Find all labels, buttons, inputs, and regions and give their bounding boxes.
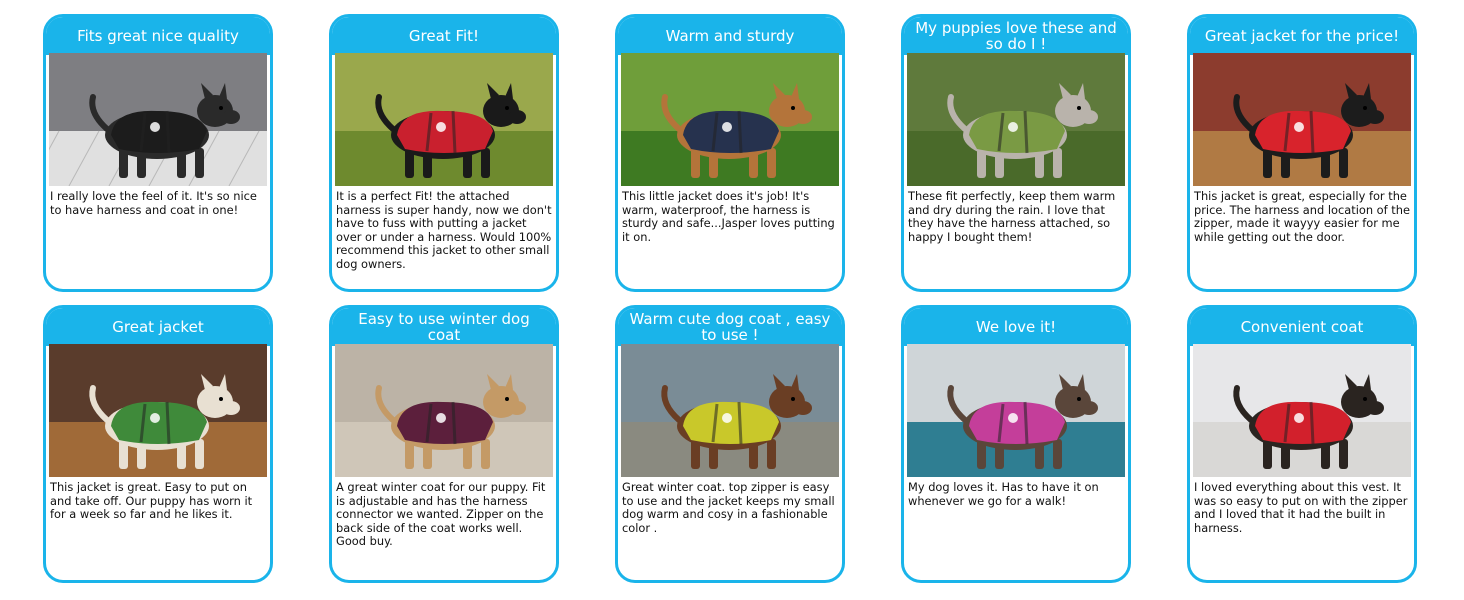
dog-photo — [49, 344, 267, 477]
review-card — [615, 14, 845, 292]
dog-snout — [794, 401, 812, 415]
dog-illustration — [335, 344, 553, 477]
dog-eye — [1363, 397, 1367, 401]
review-title: Fits great nice quality — [46, 17, 270, 55]
dog-eye — [1363, 106, 1367, 110]
dog-coat — [969, 402, 1065, 444]
dog-snout — [222, 110, 240, 124]
dog-leg — [1339, 148, 1348, 178]
dog-illustration — [1193, 344, 1411, 477]
dog-snout — [794, 110, 812, 124]
dog-coat — [683, 111, 779, 153]
coat-logo — [150, 122, 160, 132]
coat-logo — [436, 122, 446, 132]
dog-photo — [621, 344, 839, 477]
review-text: This jacket is great. Easy to put on and take off. Our puppy has worn it for a week so far and he likes it. — [50, 480, 253, 521]
dog-leg — [767, 439, 776, 469]
dog-photo — [1193, 53, 1411, 186]
dog-coat — [1255, 111, 1351, 153]
dog-coat — [683, 402, 779, 444]
review-title: Great jacket for the price! — [1190, 17, 1414, 55]
dog-illustration — [907, 53, 1125, 186]
review-card — [329, 14, 559, 292]
dog-eye — [219, 106, 223, 110]
dog-leg — [481, 148, 490, 178]
review-card — [329, 305, 559, 583]
review-card — [615, 305, 845, 583]
dog-snout — [1366, 401, 1384, 415]
dog-leg — [767, 148, 776, 178]
review-title: Easy to use winter dog coat — [332, 308, 556, 346]
coat-logo — [1008, 122, 1018, 132]
dog-illustration — [621, 344, 839, 477]
dog-eye — [219, 397, 223, 401]
coat-logo — [1008, 413, 1018, 423]
coat-logo — [1294, 413, 1304, 423]
dog-leg — [1053, 148, 1062, 178]
review-title: We love it! — [904, 308, 1128, 346]
dog-illustration — [907, 344, 1125, 477]
review-text: It is a perfect Fit! the attached harness is super handy, now we don't have to fuss with putting a jacket over or under a harness. Would 100% recommend this jacket to other small dog owners. — [336, 189, 552, 271]
coat-logo — [150, 413, 160, 423]
review-title: Warm and sturdy — [618, 17, 842, 55]
review-text: I really love the feel of it. It's so nice to have harness and coat in one! — [50, 189, 257, 217]
dog-eye — [1077, 397, 1081, 401]
dog-coat — [397, 111, 493, 153]
dog-snout — [1080, 401, 1098, 415]
dog-photo — [907, 344, 1125, 477]
dog-coat — [397, 402, 493, 444]
review-card — [1187, 14, 1417, 292]
review-text: This jacket is great, especially for the price. The harness and location of the zipper, made it wayyy easier for me while getting out the door. — [1194, 189, 1410, 244]
review-title: Convenient coat — [1190, 308, 1414, 346]
dog-illustration — [621, 53, 839, 186]
review-text: Great winter coat. top zipper is easy to use and the jacket keeps my small dog warm and cosy in a fashionable color . — [622, 480, 835, 535]
dog-photo — [621, 53, 839, 186]
dog-photo — [49, 53, 267, 186]
dog-photo — [335, 344, 553, 477]
dog-eye — [791, 397, 795, 401]
dog-photo — [1193, 344, 1411, 477]
review-card — [1187, 305, 1417, 583]
coat-logo — [722, 413, 732, 423]
coat-logo — [1294, 122, 1304, 132]
dog-eye — [1077, 106, 1081, 110]
review-title: Warm cute dog coat , easy to use ! — [618, 308, 842, 346]
dog-snout — [1080, 110, 1098, 124]
review-card — [901, 14, 1131, 292]
review-text: These fit perfectly, keep them warm and dry during the rain. I love that they have the harness attached, so happy I bought them! — [908, 189, 1116, 244]
review-card — [43, 305, 273, 583]
dog-illustration — [49, 53, 267, 186]
dog-coat — [111, 111, 207, 153]
review-card — [901, 305, 1131, 583]
dog-leg — [1053, 439, 1062, 469]
review-title: Great Fit! — [332, 17, 556, 55]
review-title: Great jacket — [46, 308, 270, 346]
review-card — [43, 14, 273, 292]
dog-coat — [1255, 402, 1351, 444]
dog-eye — [505, 397, 509, 401]
review-text: A great winter coat for our puppy. Fit is adjustable and has the harness connector we wanted. Zipper on the back side of the coat works well. Good buy. — [336, 480, 546, 548]
dog-snout — [1366, 110, 1384, 124]
dog-leg — [481, 439, 490, 469]
dog-leg — [195, 148, 204, 178]
coat-logo — [436, 413, 446, 423]
dog-eye — [505, 106, 509, 110]
dog-eye — [791, 106, 795, 110]
review-text: This little jacket does it's job! It's warm, waterproof, the harness is sturdy and safe...Jasper loves putting it on. — [622, 189, 835, 244]
dog-illustration — [1193, 53, 1411, 186]
coat-logo — [722, 122, 732, 132]
review-text: My dog loves it. Has to have it on whenever we go for a walk! — [908, 480, 1099, 508]
dog-photo — [907, 53, 1125, 186]
review-title: My puppies love these and so do I ! — [904, 17, 1128, 55]
review-text: I loved everything about this vest. It was so easy to put on with the zipper and I loved that it had the built in harness. — [1194, 480, 1408, 535]
dog-illustration — [49, 344, 267, 477]
dog-snout — [508, 401, 526, 415]
dog-coat — [969, 111, 1065, 153]
dog-leg — [195, 439, 204, 469]
dog-coat — [111, 402, 207, 444]
dog-snout — [222, 401, 240, 415]
dog-photo — [335, 53, 553, 186]
dog-leg — [1339, 439, 1348, 469]
dog-snout — [508, 110, 526, 124]
dog-illustration — [335, 53, 553, 186]
